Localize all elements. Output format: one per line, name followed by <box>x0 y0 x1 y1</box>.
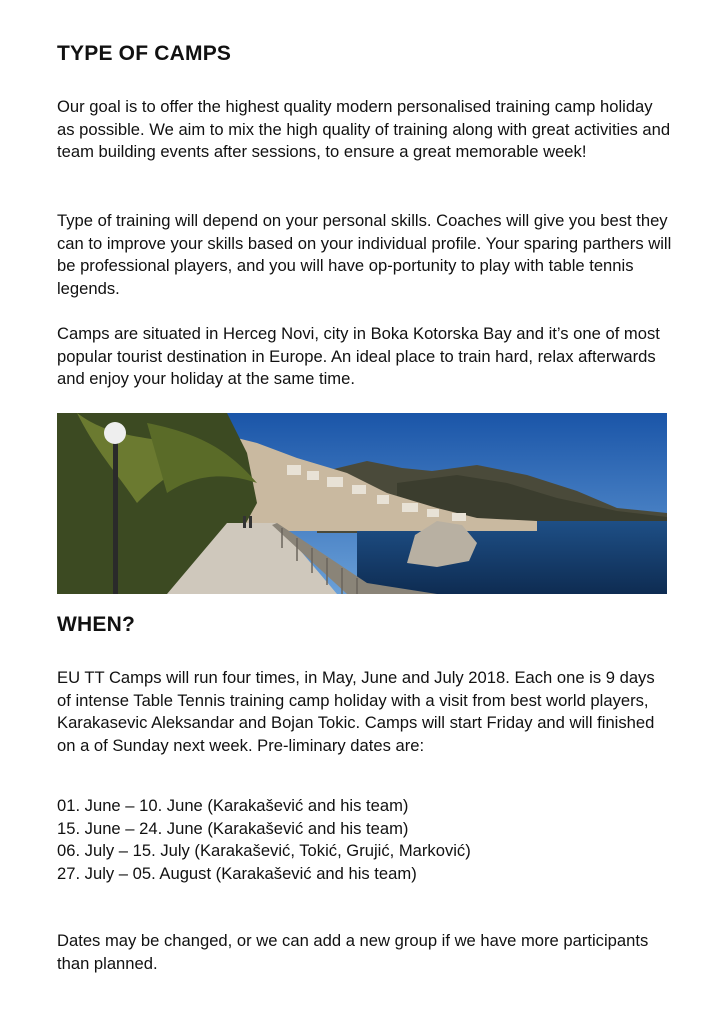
section-title-when: WHEN? <box>57 613 135 636</box>
paragraph-training: Type of training will depend on your personal skills. Coaches will give you best they can to improve your skills based on your individual profile. Your sparing parthers will be professional players, and you will have op-portunity to play with table tennis legends. <box>57 211 672 298</box>
camp-dates-list <box>57 795 672 885</box>
camp-date-item: 06. July – 15. July (Karakašević, Tokić, Grujić, Marković) <box>57 841 471 860</box>
camp-date-item: 01. June – 10. June (Karakašević and his team) <box>57 796 409 815</box>
camp-date-item: 15. June – 24. June (Karakašević and his team) <box>57 818 409 838</box>
paragraph-dates-note: Dates may be changed, or we can add a new group if we have more participants than planned. <box>57 931 649 973</box>
paragraph-when-intro: EU TT Camps will run four times, in May, June and July 2018. Each one is 9 days of intense Table Tennis training camp holiday with a visit from best world players, Karakasevic Aleksandar and Bojan Tokic. Camps will start Friday and will finished on a of Sunday next week. Pre-liminary dates are: <box>57 668 655 755</box>
paragraph-location: Camps are situated in Herceg Novi, city in Boka Kotorska Bay and it’s one of most popular tourist destination in Europe. An ideal place to train hard, relax afterwards and enjoy your holiday at the same time. <box>57 324 660 388</box>
section-title-type-of-camps: TYPE OF CAMPS <box>57 42 232 65</box>
camp-date-item: 27. July – 05. August (Karakašević and his team) <box>57 863 417 883</box>
paragraph-goal: Our goal is to offer the highest quality modern personalised training camp holiday as possible. We aim to mix the high quality of training along with great activities and team building events after sessions, to ensure a great memorable week! <box>57 97 671 161</box>
herceg-novi-photo <box>57 413 667 594</box>
